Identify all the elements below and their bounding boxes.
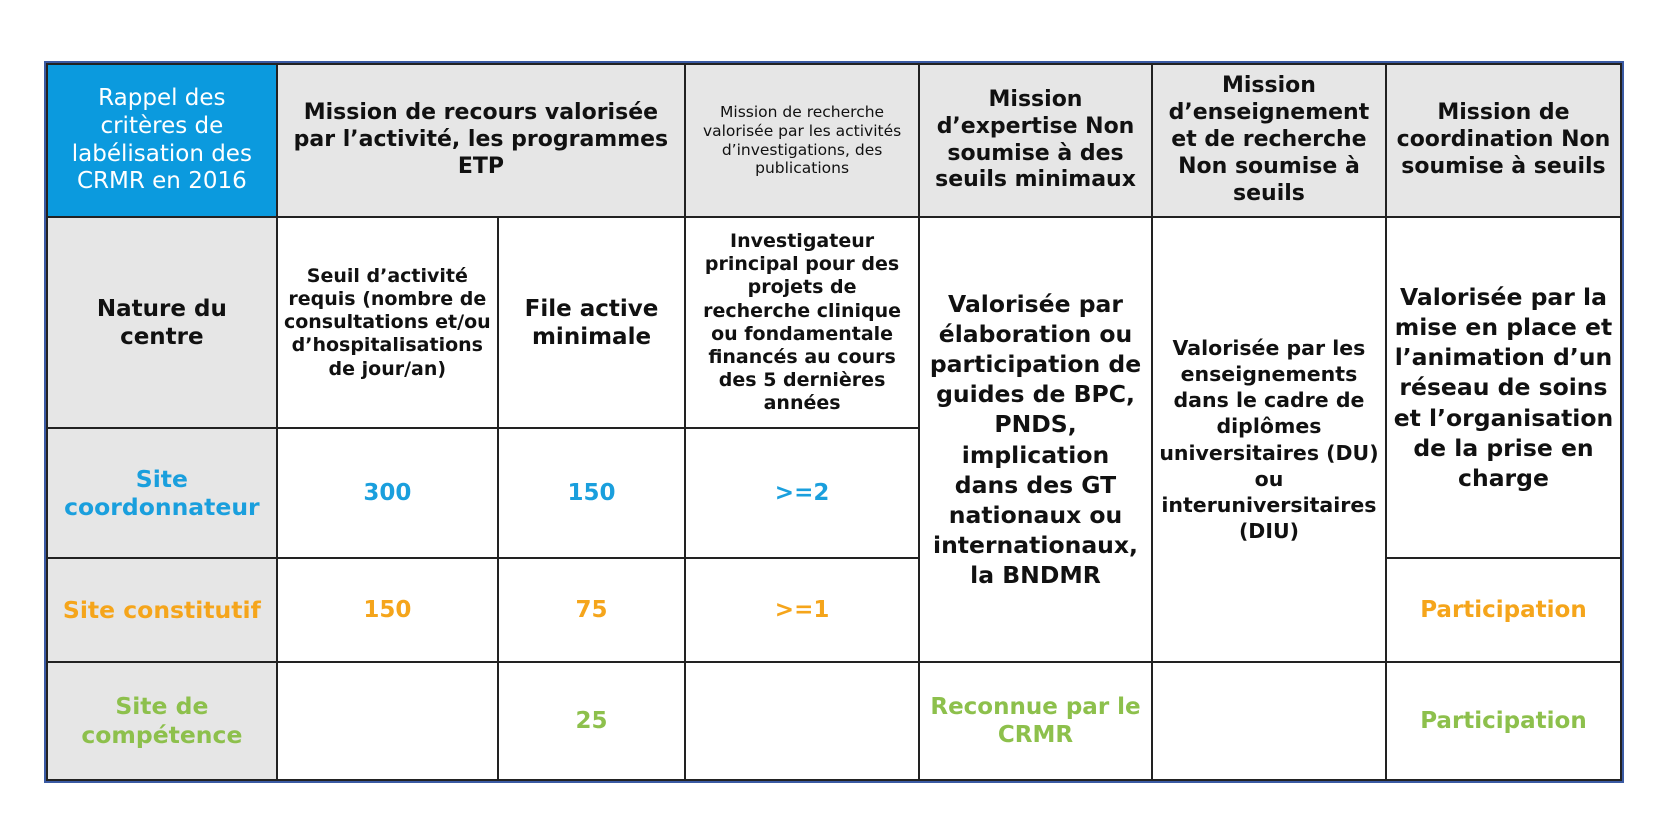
competence-expertise: Reconnue par le CRMR bbox=[919, 662, 1152, 780]
corner-header: Rappel des critères de labélisation des CRMR en 2016 bbox=[47, 64, 277, 217]
file-active-header: File active minimale bbox=[498, 217, 685, 428]
constitutif-investigateur: >=1 bbox=[685, 558, 919, 662]
competence-enseignement bbox=[1152, 662, 1386, 780]
coordonnateur-investigateur: >=2 bbox=[685, 428, 919, 558]
competence-file-active: 25 bbox=[498, 662, 685, 780]
expertise-description: Valorisée par élaboration ou participation de guides de BPC, PNDS, implication dans des GT nationaux ou internationaux, la BNDMR bbox=[919, 217, 1152, 662]
investigateur-header: Investigateur principal pour des projets de recherche clinique ou fondamentale financés au cours des 5 dernières années bbox=[685, 217, 919, 428]
site-coordonnateur-label: Site coordonnateur bbox=[47, 428, 277, 558]
site-competence-label: Site de compétence bbox=[47, 662, 277, 780]
nature-du-centre-label: Nature du centre bbox=[47, 217, 277, 428]
subheader-row bbox=[47, 217, 1621, 428]
header-coordination: Mission de coordination Non soumise à seuils bbox=[1386, 64, 1621, 217]
enseignement-description: Valorisée par les enseignements dans le cadre de diplômes universitaires (DU) ou interuniversitaires (DIU) bbox=[1152, 217, 1386, 662]
competence-investigateur bbox=[685, 662, 919, 780]
coordination-description: Valorisée par la mise en place et l’animation d’un réseau de soins et l’organisation de la prise en charge bbox=[1386, 217, 1621, 558]
constitutif-file-active: 75 bbox=[498, 558, 685, 662]
seuil-activite-header: Seuil d’activité requis (nombre de consultations et/ou d’hospitalisations de jour/an) bbox=[277, 217, 498, 428]
header-recours: Mission de recours valorisée par l’activité, les programmes ETP bbox=[277, 64, 685, 217]
row-site-competence bbox=[47, 662, 1621, 780]
constitutif-coordination: Participation bbox=[1386, 558, 1621, 662]
competence-coordination: Participation bbox=[1386, 662, 1621, 780]
constitutif-seuil: 150 bbox=[277, 558, 498, 662]
site-constitutif-label: Site constitutif bbox=[47, 558, 277, 662]
header-enseignement: Mission d’enseignement et de recherche Non soumise à seuils bbox=[1152, 64, 1386, 217]
criteria-table-frame bbox=[44, 61, 1624, 783]
header-row bbox=[47, 64, 1621, 217]
header-recherche: Mission de recherche valorisée par les activités d’investigations, des publications bbox=[685, 64, 919, 217]
competence-seuil bbox=[277, 662, 498, 780]
header-expertise: Mission d’expertise Non soumise à des seuils minimaux bbox=[919, 64, 1152, 217]
criteria-table bbox=[46, 63, 1622, 781]
coordonnateur-file-active: 150 bbox=[498, 428, 685, 558]
coordonnateur-seuil: 300 bbox=[277, 428, 498, 558]
